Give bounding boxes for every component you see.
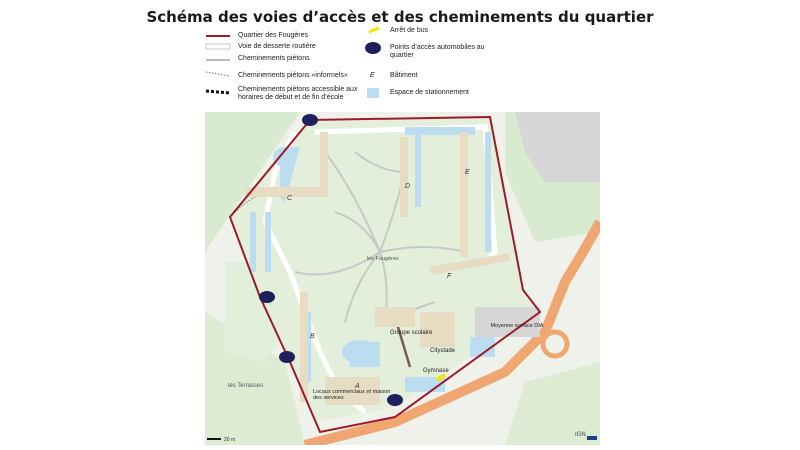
label-building-D: D	[405, 183, 411, 190]
legend-building-symbol: E	[370, 72, 375, 79]
parking-4	[485, 132, 491, 252]
label-terrasses: les Terrasses	[228, 383, 264, 389]
building-C	[245, 187, 325, 197]
legend-boundary-label: Quartier des Fougères	[238, 32, 309, 39]
label-building-C: C	[287, 195, 293, 202]
label-shops-wrap	[313, 389, 393, 409]
pond-south	[342, 340, 378, 364]
access-point-southwest	[279, 351, 295, 363]
parking-3	[415, 127, 421, 207]
label-district: les Fougères	[367, 256, 399, 262]
red-line-icon	[205, 33, 231, 39]
building-B	[300, 292, 308, 402]
label-gymnase: Gymnase	[423, 368, 449, 374]
legend-building-label: Bâtiment	[390, 72, 418, 79]
label-school: Groupe scolaire	[390, 330, 433, 336]
legend-paths-label: Cheminements piétons	[238, 55, 310, 62]
legend-access-label: Points d’accès automobiles au quartier	[390, 44, 485, 59]
label-building-E: E	[465, 169, 470, 176]
label-supermarket: Moyenne surface DIA	[490, 323, 544, 329]
grey-line-icon	[205, 57, 231, 63]
access-point-west	[259, 291, 275, 303]
credit-logo	[587, 436, 597, 440]
parking-6	[265, 212, 271, 272]
label-building-F: F	[447, 273, 452, 280]
access-point-north	[302, 114, 318, 126]
dashed-black-line-icon	[205, 88, 231, 96]
parking-5	[250, 212, 256, 272]
credit-ign: IGN	[575, 432, 586, 438]
scale-label: 20 m	[224, 437, 236, 443]
label-building-A: A	[355, 383, 360, 390]
building-E	[460, 132, 468, 257]
legend-parking-label: Espace de stationnement	[390, 89, 469, 96]
label-dia-wrap	[487, 323, 547, 341]
white-road-icon	[205, 43, 231, 51]
legend-school-label: Cheminements piétons accessible aux horaires de début et de fin d’école	[238, 86, 358, 101]
light-blue-square-icon	[366, 87, 380, 99]
scale-bar	[207, 438, 221, 440]
building-D	[400, 137, 411, 217]
legend-road-label: Voie de desserte routière	[238, 43, 316, 50]
map-title: Schéma des voies d’accès et des cheminements du quartier	[146, 8, 654, 26]
label-citystade: Citystade	[430, 348, 456, 354]
navy-ellipse-icon	[364, 41, 382, 55]
legend-bus-label: Arrêt de bus	[390, 27, 429, 34]
legend-informal-label: Cheminements piétons «informels»	[238, 72, 348, 79]
building-school	[375, 307, 415, 327]
label-shops: Locaux commerciaux et maison des services	[313, 389, 391, 401]
yellow-dash-icon	[367, 26, 381, 34]
label-building-B: B	[310, 333, 315, 340]
neighbourhood-map	[205, 112, 600, 445]
dotted-line-icon	[205, 70, 231, 78]
